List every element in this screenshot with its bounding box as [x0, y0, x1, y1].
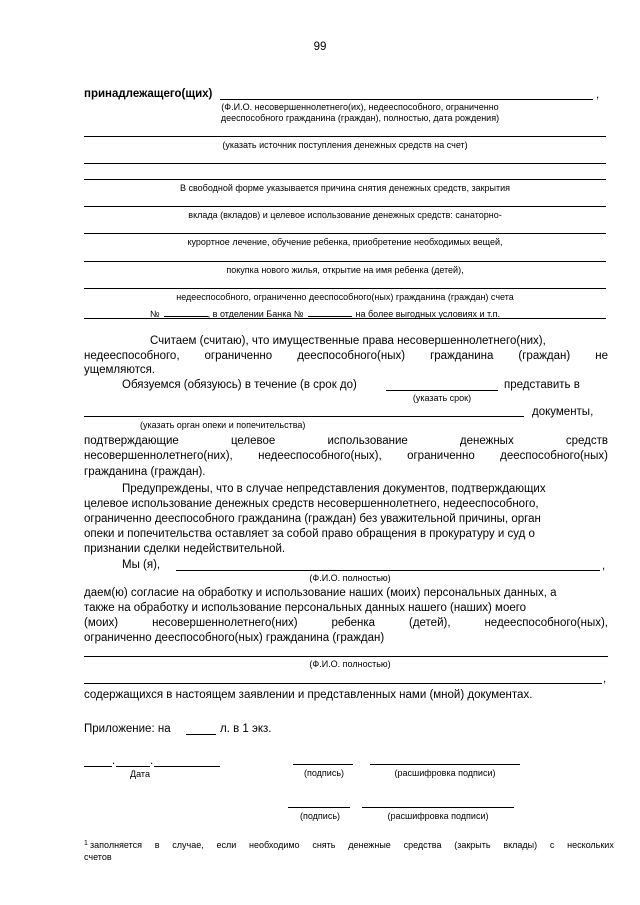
consent-line-3: (моих) несовершеннолетнего(них) ребенка (детей), недееспособного(ных), — [84, 617, 608, 629]
warning-line-3: ограниченно дееспособного гражданина (граждан) без уважительной причины, орган — [84, 513, 541, 525]
comma: , — [603, 673, 607, 685]
paragraph-rights-2: недееспособного, ограниченно дееспособного(ных) гражданина (граждан) не — [84, 350, 608, 362]
documents-word: документы, — [532, 406, 594, 418]
authority-fill-line[interactable] — [84, 416, 524, 417]
warning-line-4: опеки и попечительства оставляет за собой право обращения в прокуратуру и суд о — [84, 528, 535, 540]
footnote-line-1: заполняется в случае, если необходимо снять денежные средства (закрыть вклады) с нескольких — [90, 840, 614, 850]
obligation-line-3: подтверждающие целевое использование денежных средств — [84, 435, 608, 447]
page-number: 99 — [313, 41, 327, 53]
name-fill-line-2[interactable] — [84, 656, 608, 657]
owner-fill-line[interactable] — [220, 99, 593, 100]
reason-text-1: В свободной форме указывается причина снятия денежных средств, закрытия — [179, 183, 511, 193]
we-label: Мы (я), — [122, 559, 161, 571]
attachment-suffix: л. в 1 экз. — [220, 723, 272, 735]
fill-line[interactable] — [84, 288, 606, 289]
decode-caption-2: (расшифровка подписи) — [387, 811, 489, 821]
reason-text-5: недееспособного, ограниченно дееспособного(ных) гражданина (граждан) счета — [176, 292, 514, 302]
paragraph-rights-3: ущемляются. — [84, 364, 156, 376]
name-fill-line[interactable] — [176, 570, 600, 571]
consent-line-2: также на обработку и использование персональных данных нашего (наших) моего — [84, 602, 527, 614]
name-caption: (Ф.И.О. полностью) — [309, 573, 391, 583]
pages-fill-line[interactable] — [186, 734, 216, 735]
warning-line-1: Предупреждены, что в случае непредставления документов, подтверждающих — [122, 483, 546, 495]
comma: , — [596, 89, 600, 101]
fill-line[interactable] — [84, 233, 606, 234]
fill-line[interactable] — [84, 318, 606, 319]
fill-line[interactable] — [84, 163, 606, 164]
owner-label: принадлежащего(щих) — [84, 88, 213, 100]
decode-line-2[interactable] — [362, 807, 514, 808]
owner-caption-1: (Ф.И.О. несовершеннолетнего(их), недееспособного, ограниченно — [221, 102, 499, 112]
footnote-mark: 1 — [84, 840, 88, 847]
reason-text-3: курортное лечение, обучение ребенка, приобретение необходимых вещей, — [187, 237, 503, 247]
owner-caption-2: дееспособного гражданина (граждан), полностью, дата рождения) — [220, 113, 500, 123]
deadline-fill-line[interactable] — [386, 390, 498, 391]
name-caption-2: (Ф.И.О. полностью) — [309, 659, 391, 669]
contained-line: содержащихся в настоящем заявлении и представленных нами (мной) документах. — [84, 689, 533, 701]
fill-line[interactable] — [84, 683, 602, 684]
signature-line[interactable] — [293, 764, 353, 765]
date-year-line[interactable] — [154, 766, 220, 767]
signature-line-2[interactable] — [288, 807, 350, 808]
source-fill-line[interactable] — [84, 136, 606, 137]
decode-caption: (расшифровка подписи) — [394, 768, 496, 778]
deadline-caption: (указать срок) — [412, 393, 472, 403]
obligation-text-2: представить в — [504, 379, 580, 391]
obligation-text: Обязуемся (обязуюсь) в течение (в срок до) — [122, 379, 357, 391]
footnote-line-2: счетов — [84, 852, 112, 862]
decode-line[interactable] — [370, 764, 520, 765]
date-caption: Дата — [130, 769, 150, 779]
date-day-line[interactable] — [84, 766, 112, 767]
date-month-line[interactable] — [116, 766, 150, 767]
source-caption: (указать источник поступления денежных средств на счет) — [222, 140, 468, 150]
consent-line-4: ограниченно дееспособного(ных) гражданина (граждан) — [84, 632, 385, 644]
fill-line[interactable] — [84, 206, 606, 207]
warning-line-2: целевое использование денежных средств несовершеннолетнего, недееспособного, — [84, 498, 539, 510]
date-separator: . — [150, 755, 154, 767]
signature-caption-2: (подпись) — [299, 811, 341, 821]
obligation-line-4: несовершеннолетнего(них), недееспособного(ных), ограниченно дееспособного(ных) — [84, 450, 608, 462]
fill-line[interactable] — [84, 179, 606, 180]
reason-text-4: покупка нового жилья, открытие на имя ребенка (детей), — [226, 265, 464, 275]
attachment-label: Приложение: на — [84, 723, 171, 735]
signature-caption: (подпись) — [303, 768, 345, 778]
comma: , — [602, 560, 606, 572]
date-separator: . — [112, 755, 116, 767]
reason-text-2: вклада (вкладов) и целевое использование денежных средств: санаторно- — [188, 210, 502, 220]
consent-line-1: даем(ю) согласие на обработку и использование наших (моих) персональных данных, а — [84, 587, 557, 599]
authority-caption: (указать орган опеки и попечительства) — [140, 420, 306, 430]
fill-line[interactable] — [84, 261, 606, 262]
paragraph-rights-1: Считаем (считаю), что имущественные права несовершеннолетнего(них), — [150, 335, 546, 347]
account-line: № , в отделении Банка № на более выгодных условиях и т.п. — [150, 305, 500, 320]
warning-line-5: признании сделки недействительной. — [84, 543, 286, 555]
obligation-line-5: гражданина (граждан). — [84, 466, 206, 478]
